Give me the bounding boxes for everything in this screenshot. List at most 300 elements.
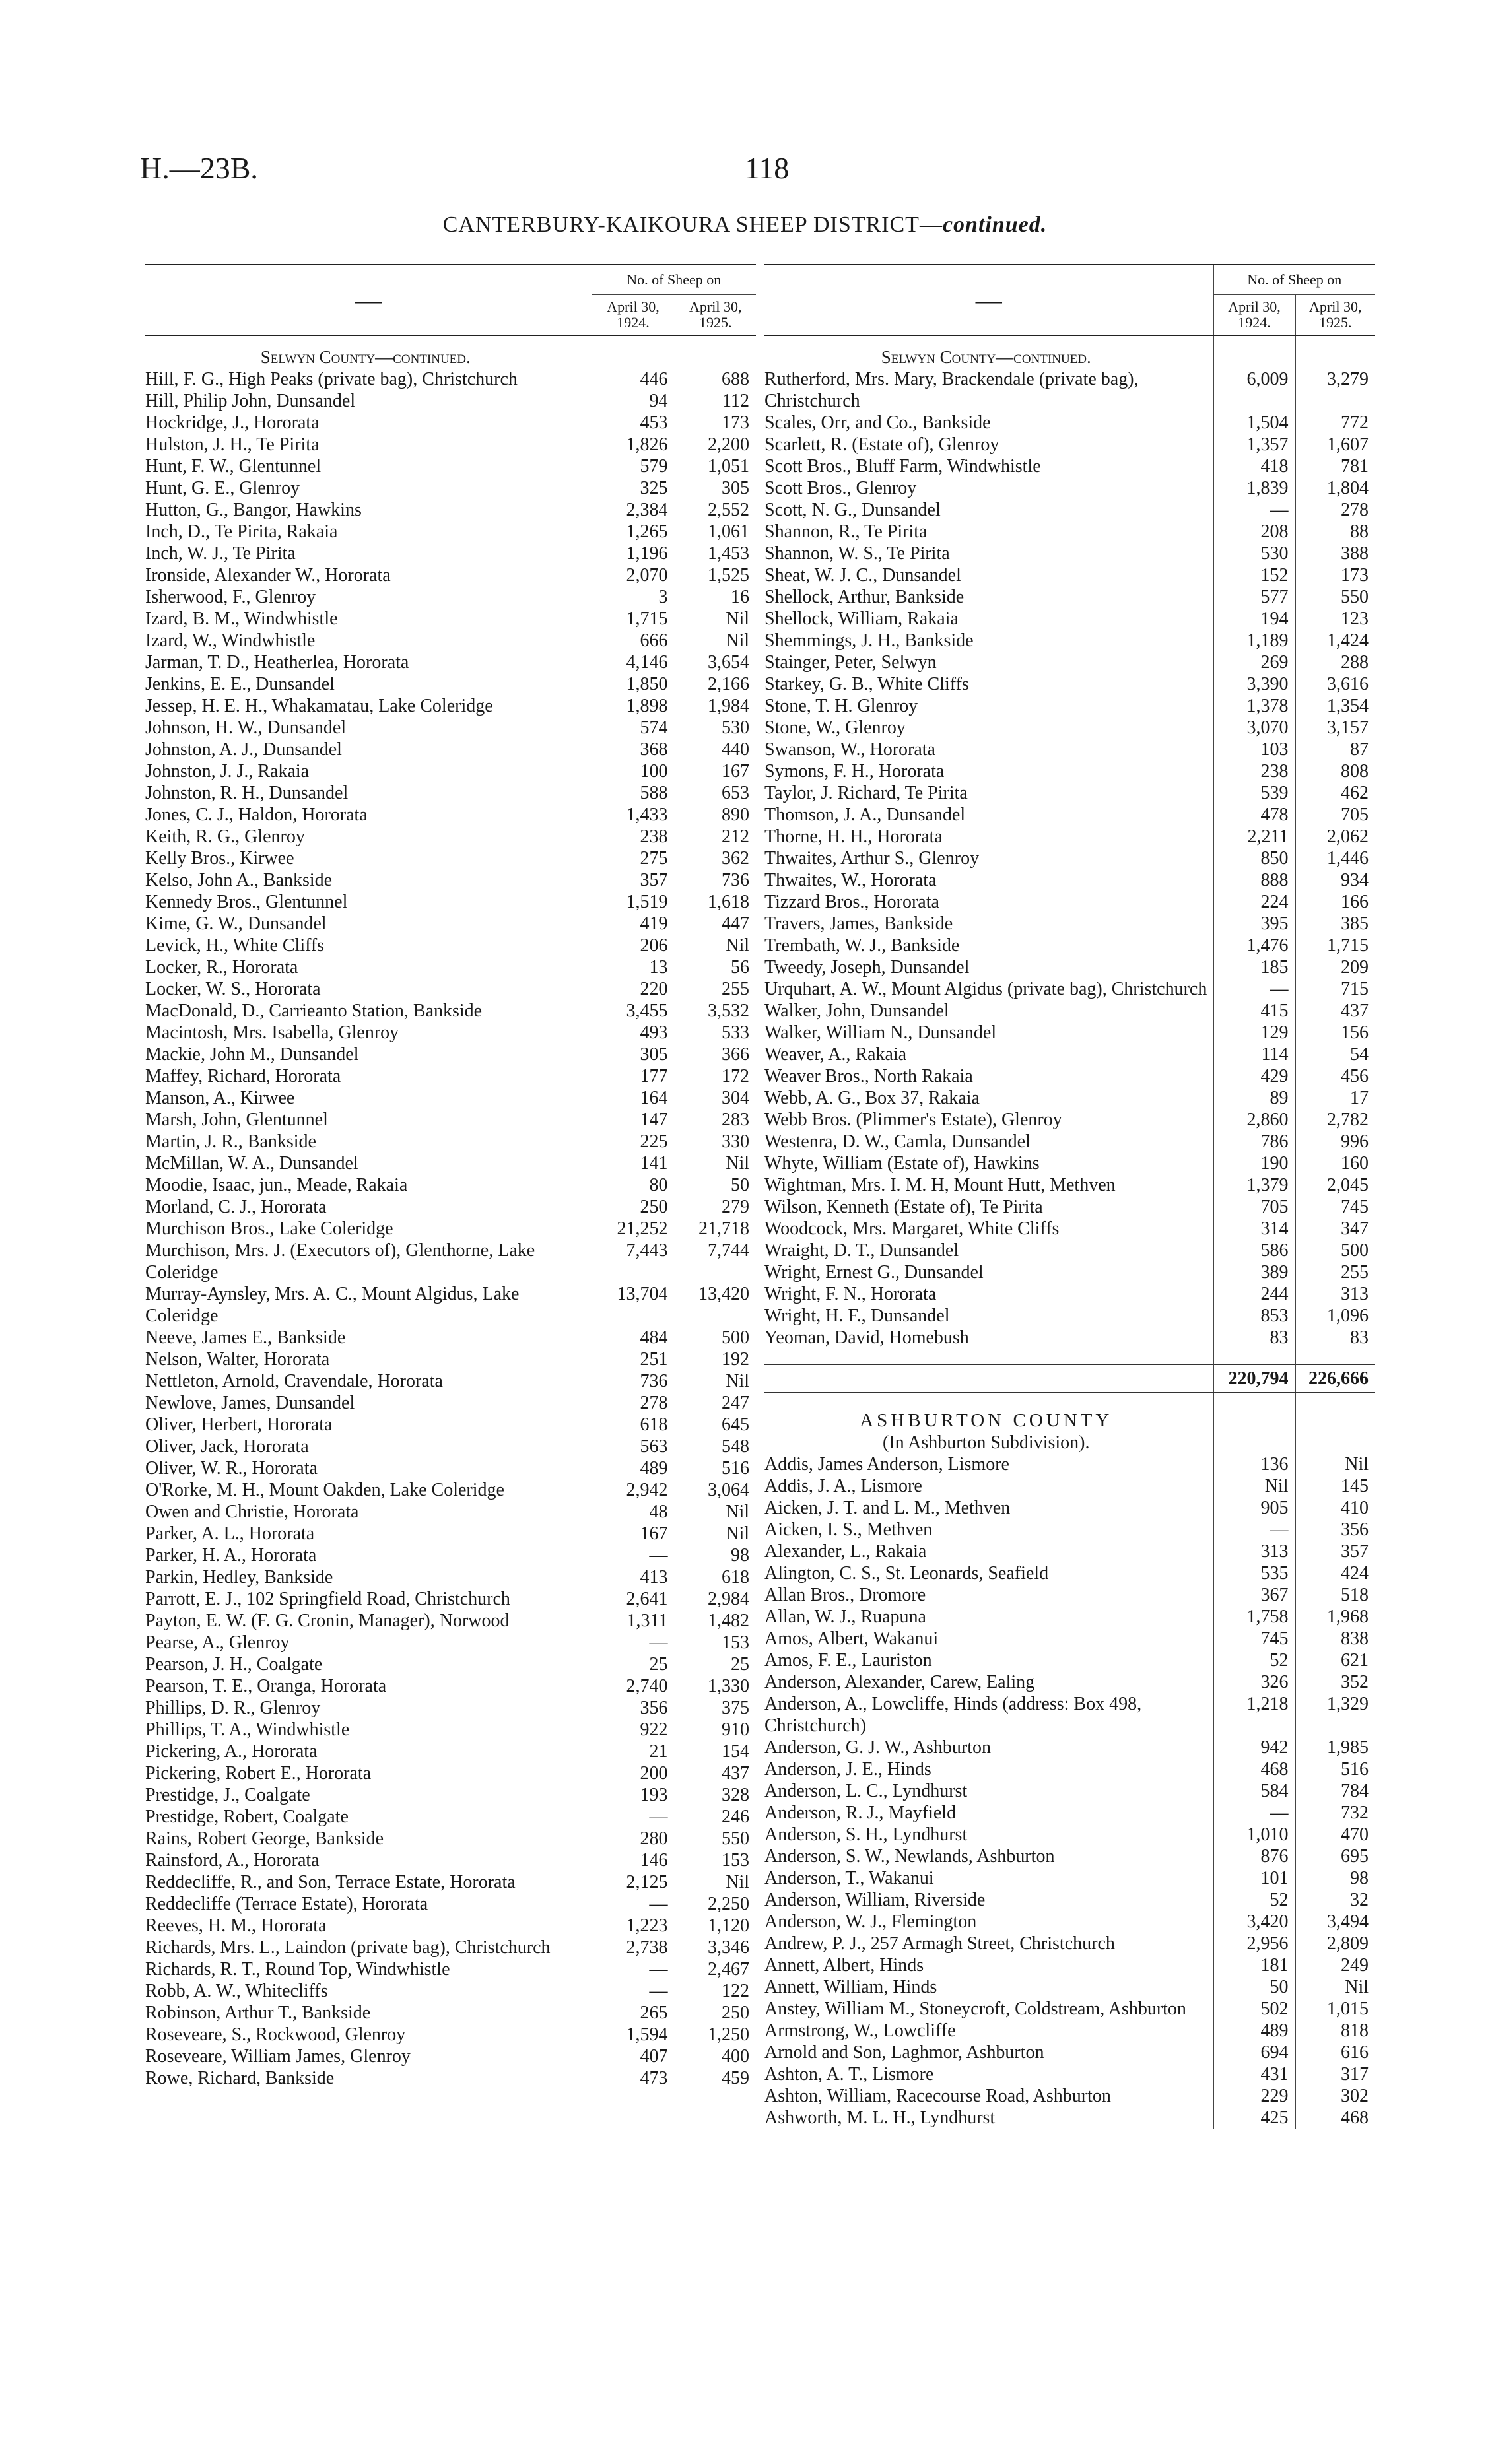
table-row: [145, 1131, 756, 1152]
table-row: [764, 543, 1375, 564]
table-row: [764, 2042, 1375, 2063]
owner-cell: Scott, N. G., Dunsandel: [764, 500, 941, 520]
table-row: [145, 1806, 756, 1828]
sheep-1925-cell: 2,782: [1295, 1109, 1375, 1131]
sheep-1925-cell: Nil: [675, 1152, 756, 1174]
table-row: [764, 2063, 1375, 2085]
table-row: [145, 717, 756, 739]
owner-cell: Webb Bros. (Plimmer's Estate), Glenroy: [764, 1110, 1062, 1130]
sheep-1925-cell: 548: [675, 1436, 756, 1457]
table-row: [764, 695, 1375, 717]
owner-cell: Johnston, J. J., Rakaia: [145, 761, 310, 782]
owner-cell: Rains, Robert George, Bankside: [145, 1828, 384, 1849]
sheep-1925-cell: Nil: [675, 630, 756, 651]
sheep-1924-cell: 2,125: [592, 1871, 675, 1893]
owner-cell: MacDonald, D., Carrieanto Station, Bankside: [145, 1001, 483, 1021]
table-row: [145, 1370, 756, 1392]
sheep-1925-cell: 1,250: [675, 2024, 756, 2046]
table-row: [764, 455, 1375, 477]
sheep-1925-cell: 3,494: [1295, 1911, 1375, 1933]
owner-cell: Andrew, P. J., 257 Armagh Street, Christchurch: [764, 1933, 1115, 1954]
sheep-1924-cell: 2,738: [592, 1937, 675, 1958]
sheep-1925-cell: 2,984: [675, 1588, 756, 1610]
sheep-1925-cell: 21,718: [675, 1218, 756, 1240]
sheep-1925-cell: 173: [675, 412, 756, 434]
sheep-1924-cell: 356: [592, 1697, 675, 1719]
owner-cell: Ashton, William, Racecourse Road, Ashburton: [764, 2086, 1111, 2106]
sheep-1925-cell: 98: [1295, 1867, 1375, 1889]
table-row: [145, 1762, 756, 1784]
sheep-1925-cell: 173: [1295, 564, 1375, 586]
owner-cell: Phillips, T. A., Windwhistle: [145, 1719, 350, 1740]
owner-cell: Stone, W., Glenroy: [764, 717, 906, 738]
table-row: [764, 630, 1375, 651]
owner-cell: Macintosh, Mrs. Isabella, Glenroy: [145, 1022, 399, 1043]
sheep-1925-cell: 1,120: [675, 1915, 756, 1937]
sheep-1925-cell: 2,045: [1295, 1174, 1375, 1196]
sheep-1925-cell: 302: [1295, 2085, 1375, 2107]
sheep-1924-cell: 1,715: [592, 608, 675, 630]
sheep-1924-cell: 535: [1213, 1562, 1295, 1584]
table-row: [145, 1087, 756, 1109]
owner-cell: Weaver, A., Rakaia: [764, 1044, 907, 1065]
sheep-1924-cell: 493: [592, 1022, 675, 1044]
sheep-1924-cell: 1,265: [592, 521, 675, 543]
owner-cell: Parkin, Hedley, Bankside: [145, 1567, 333, 1587]
owner-cell: Webb, A. G., Box 37, Rakaia: [764, 1088, 980, 1108]
owner-cell: Aicken, J. T. and L. M., Methven: [764, 1498, 1011, 1518]
header-dash: —: [145, 265, 592, 335]
sheep-1925-cell: 516: [675, 1457, 756, 1479]
table-row: [764, 1519, 1375, 1541]
table-row: [764, 1562, 1375, 1584]
table-row: [145, 1479, 756, 1501]
sheep-1924-cell: 419: [592, 913, 675, 935]
sheep-1925-cell: 2,552: [675, 499, 756, 521]
sheep-1925-cell: 1,446: [1295, 848, 1375, 869]
sheep-1924-cell: 48: [592, 1501, 675, 1523]
table-row: [764, 1174, 1375, 1196]
sheep-1925-cell: 653: [675, 782, 756, 804]
sheep-1925-cell: 305: [675, 477, 756, 499]
left-table: [145, 264, 756, 2089]
owner-cell: Amos, F. E., Lauriston: [764, 1650, 932, 1671]
owner-cell: Rutherford, Mrs. Mary, Brackendale (private bag), Christchurch: [764, 369, 1139, 411]
sheep-1925-cell: 3,616: [1295, 673, 1375, 695]
sheep-1924-cell: 3,420: [1213, 1911, 1295, 1933]
table-row: [145, 1436, 756, 1457]
sheep-1924-cell: 1,504: [1213, 412, 1295, 434]
sheep-1925-cell: 112: [675, 390, 756, 412]
sheep-1924-cell: 146: [592, 1849, 675, 1871]
sheep-1925-cell: Nil: [1295, 1453, 1375, 1475]
sheep-1925-cell: 459: [675, 2067, 756, 2089]
sheep-1925-cell: 645: [675, 1414, 756, 1436]
owner-cell: Stone, T. H. Glenroy: [764, 696, 918, 716]
sheep-1925-cell: 3,532: [675, 1000, 756, 1022]
owner-cell: Parker, H. A., Hororata: [145, 1545, 317, 1566]
table-row: [145, 412, 756, 434]
owner-cell: Mackie, John M., Dunsandel: [145, 1044, 359, 1065]
table-row: [145, 1719, 756, 1741]
table-row: [764, 477, 1375, 499]
sheep-1924-cell: 584: [1213, 1780, 1295, 1802]
sheep-1925-cell: Nil: [675, 1871, 756, 1893]
sheep-1925-cell: 160: [1295, 1152, 1375, 1174]
owner-cell: Wraight, D. T., Dunsandel: [764, 1240, 959, 1261]
sheep-1925-cell: 736: [675, 869, 756, 891]
owner-cell: Jarman, T. D., Heatherlea, Hororata: [145, 652, 409, 673]
sheep-1924-cell: 579: [592, 455, 675, 477]
table-row: [145, 956, 756, 978]
sheep-1924-cell: 129: [1213, 1022, 1295, 1044]
sheep-1925-cell: 255: [675, 978, 756, 1000]
sheep-1924-cell: 453: [592, 412, 675, 434]
sheep-1924-cell: 3,390: [1213, 673, 1295, 695]
owner-cell: Pearse, A., Glenroy: [145, 1632, 290, 1653]
owner-cell: Roseveare, William James, Glenroy: [145, 2046, 411, 2067]
sheep-1925-cell: 1,804: [1295, 477, 1375, 499]
sheep-1924-cell: 666: [592, 630, 675, 651]
table-row: [764, 739, 1375, 760]
table-row: [764, 1000, 1375, 1022]
right-table: [764, 264, 1375, 2129]
left-column: [145, 264, 756, 2089]
owner-cell: Thwaites, Arthur S., Glenroy: [764, 848, 980, 869]
table-row: [145, 1915, 756, 1937]
table-row: [145, 390, 756, 412]
owner-cell: Neeve, James E., Bankside: [145, 1327, 346, 1348]
sheep-1924-cell: 224: [1213, 891, 1295, 913]
sheep-1924-cell: 21: [592, 1741, 675, 1762]
owner-cell: Shemmings, J. H., Bankside: [764, 630, 974, 651]
owner-cell: Parker, A. L., Hororata: [145, 1523, 315, 1544]
table-row: [764, 1911, 1375, 1933]
owner-cell: Urquhart, A. W., Mount Algidus (private bag), Christchurch: [764, 979, 1207, 999]
table-row: [145, 673, 756, 695]
table-row: [764, 1628, 1375, 1649]
table-row: [764, 1824, 1375, 1846]
sheep-1924-cell: 52: [1213, 1649, 1295, 1671]
sheep-1924-cell: 888: [1213, 869, 1295, 891]
owner-cell: Nettleton, Arnold, Cravendale, Hororata: [145, 1371, 443, 1391]
owner-cell: Anderson, W. J., Flemington: [764, 1912, 977, 1932]
sheep-1925-cell: 153: [675, 1849, 756, 1871]
sheep-1924-cell: 80: [592, 1174, 675, 1196]
owner-cell: Marsh, John, Glentunnel: [145, 1110, 328, 1130]
sheep-1924-cell: 101: [1213, 1867, 1295, 1889]
table-row: [145, 2067, 756, 2089]
sheep-1925-cell: 3,064: [675, 1479, 756, 1501]
sheep-1924-cell: 942: [1213, 1737, 1295, 1758]
sheep-1925-cell: 410: [1295, 1497, 1375, 1519]
sheep-1925-cell: 283: [675, 1109, 756, 1131]
sheep-1925-cell: 518: [1295, 1584, 1375, 1606]
table-row: [764, 1261, 1375, 1283]
owner-cell: Newlove, James, Dunsandel: [145, 1393, 355, 1413]
owner-cell: Phillips, D. R., Glenroy: [145, 1698, 321, 1718]
owner-cell: Hill, F. G., High Peaks (private bag), Christchurch: [145, 369, 518, 389]
table-row: [764, 1649, 1375, 1671]
sheep-1925-cell: 288: [1295, 651, 1375, 673]
owner-cell: Taylor, J. Richard, Te Pirita: [764, 783, 968, 803]
table-row: [764, 434, 1375, 455]
table-row: [764, 1131, 1375, 1152]
sheep-1924-cell: 313: [1213, 1541, 1295, 1562]
table-row: [145, 1632, 756, 1653]
table-row: [764, 1737, 1375, 1758]
sheep-1924-cell: Nil: [1213, 1475, 1295, 1497]
table-row: [764, 826, 1375, 848]
sheep-1925-cell: 357: [1295, 1541, 1375, 1562]
sheep-1924-cell: 83: [1213, 1327, 1295, 1349]
sheep-1924-cell: 2,641: [592, 1588, 675, 1610]
owner-cell: Trembath, W. J., Bankside: [764, 935, 960, 956]
sheep-1925-cell: 1,329: [1295, 1693, 1375, 1737]
owner-cell: Tizzard Bros., Hororata: [764, 892, 939, 912]
table-row: [764, 1087, 1375, 1109]
owner-cell: Anderson, L. C., Lyndhurst: [764, 1781, 968, 1801]
sheep-1924-cell: 1,196: [592, 543, 675, 564]
owner-cell: Whyte, William (Estate of), Hawkins: [764, 1153, 1040, 1174]
owner-cell: Walker, William N., Dunsandel: [764, 1022, 997, 1043]
owner-cell: Oliver, Herbert, Hororata: [145, 1415, 333, 1435]
sheep-1924-cell: 193: [592, 1784, 675, 1806]
table-row: [145, 1000, 756, 1022]
table-row: [764, 412, 1375, 434]
sheep-1924-cell: 13: [592, 956, 675, 978]
sheep-1925-cell: 249: [1295, 1954, 1375, 1976]
table-row: [145, 1457, 756, 1479]
table-row: [764, 869, 1375, 891]
table-row: [145, 1174, 756, 1196]
sheep-1925-cell: 1,482: [675, 1610, 756, 1632]
sheep-1924-cell: 395: [1213, 913, 1295, 935]
total-row: [764, 1365, 1375, 1393]
owner-cell: Anstey, William M., Stoneycroft, Coldstream, Ashburton: [764, 1999, 1186, 2019]
sheep-1924-cell: 136: [1213, 1453, 1295, 1475]
sheep-1924-cell: 280: [592, 1828, 675, 1849]
table-row: [145, 2002, 756, 2024]
sheep-1924-cell: 229: [1213, 2085, 1295, 2107]
sheep-1924-cell: 220: [592, 978, 675, 1000]
sheep-1924-cell: 251: [592, 1349, 675, 1370]
owner-cell: Kennedy Bros., Glentunnel: [145, 892, 348, 912]
sheep-1924-cell: 225: [592, 1131, 675, 1152]
sheep-1924-cell: 786: [1213, 1131, 1295, 1152]
sheep-1925-cell: 2,467: [675, 1958, 756, 1980]
sheep-1925-cell: 250: [675, 2002, 756, 2024]
owner-cell: Swanson, W., Hororata: [764, 739, 935, 760]
owner-cell: Hulston, J. H., Te Pirita: [145, 434, 320, 455]
sheep-1924-cell: 167: [592, 1523, 675, 1545]
owner-cell: Stainger, Peter, Selwyn: [764, 652, 937, 673]
table-row: [145, 2024, 756, 2046]
sheep-1924-cell: 2,740: [592, 1675, 675, 1697]
table-row: [764, 651, 1375, 673]
sheep-1924-cell: 1,758: [1213, 1606, 1295, 1628]
table-row: [145, 1349, 756, 1370]
sheep-1924-cell: 314: [1213, 1218, 1295, 1240]
sheep-1924-cell: 206: [592, 935, 675, 956]
sheep-1924-cell: 50: [1213, 1976, 1295, 1998]
owner-cell: Hockridge, J., Hororata: [145, 413, 320, 433]
sheep-1924-cell: 745: [1213, 1628, 1295, 1649]
sheep-1924-cell: —: [592, 1958, 675, 1980]
sheep-1925-cell: 145: [1295, 1475, 1375, 1497]
table-row: [145, 543, 756, 564]
sheep-1925-cell: 437: [1295, 1000, 1375, 1022]
sheep-1924-cell: 1,850: [592, 673, 675, 695]
table-row: [764, 1497, 1375, 1519]
table-row: [145, 368, 756, 390]
owner-cell: Shellock, William, Rakaia: [764, 609, 959, 629]
sheep-1924-cell: 577: [1213, 586, 1295, 608]
sheep-1924-cell: 1,223: [592, 1915, 675, 1937]
header-dash: —: [764, 265, 1213, 335]
owner-cell: Aicken, I. S., Methven: [764, 1519, 933, 1540]
sheep-1924-cell: 3,455: [592, 1000, 675, 1022]
sheep-1924-cell: 489: [1213, 2020, 1295, 2042]
table-row: [145, 1392, 756, 1414]
table-row: [764, 978, 1375, 1000]
sheep-1924-cell: 2,860: [1213, 1109, 1295, 1131]
owner-cell: Wright, Ernest G., Dunsandel: [764, 1262, 984, 1282]
sheep-1925-cell: 154: [675, 1741, 756, 1762]
owner-cell: Robinson, Arthur T., Bankside: [145, 2003, 371, 2023]
table-row: [145, 1283, 756, 1327]
sheep-1924-cell: 1,378: [1213, 695, 1295, 717]
sheep-1925-cell: 328: [675, 1784, 756, 1806]
owner-cell: Weaver Bros., North Rakaia: [764, 1066, 973, 1086]
owner-cell: Alexander, L., Rakaia: [764, 1541, 927, 1562]
owner-cell: Payton, E. W. (F. G. Cronin, Manager), Norwood: [145, 1611, 510, 1631]
sheep-1924-cell: —: [592, 1632, 675, 1653]
header-group: No. of Sheep on: [592, 265, 756, 295]
owner-cell: Sheat, W. J. C., Dunsandel: [764, 565, 961, 585]
table-row: [145, 913, 756, 935]
owner-cell: Levick, H., White Cliffs: [145, 935, 325, 956]
sheep-1925-cell: 818: [1295, 2020, 1375, 2042]
sheep-1925-cell: 366: [675, 1044, 756, 1065]
sheep-1924-cell: 922: [592, 1719, 675, 1741]
owner-cell: Martin, J. R., Bankside: [145, 1131, 316, 1152]
owner-cell: Roseveare, S., Rockwood, Glenroy: [145, 2024, 406, 2045]
sheep-1924-cell: 250: [592, 1196, 675, 1218]
table-row: [764, 1327, 1375, 1349]
table-row: [145, 739, 756, 760]
sheep-1924-cell: 52: [1213, 1889, 1295, 1911]
sheep-1925-cell: 695: [1295, 1846, 1375, 1867]
sheep-1924-cell: 190: [1213, 1152, 1295, 1174]
table-row: [145, 782, 756, 804]
sheep-1924-cell: 208: [1213, 521, 1295, 543]
sheep-1925-cell: 172: [675, 1065, 756, 1087]
sheep-1925-cell: 279: [675, 1196, 756, 1218]
sheep-1925-cell: 1,061: [675, 521, 756, 543]
sheep-1925-cell: 437: [675, 1762, 756, 1784]
sheep-1925-cell: 705: [1295, 804, 1375, 826]
table-row: [764, 1475, 1375, 1497]
sheep-1925-cell: 3,157: [1295, 717, 1375, 739]
table-row: [764, 1846, 1375, 1867]
sheep-1924-cell: —: [592, 1545, 675, 1566]
table-row: [145, 848, 756, 869]
owner-cell: Wright, H. F., Dunsandel: [764, 1306, 950, 1326]
table-row: [145, 1871, 756, 1893]
table-row: [764, 1693, 1375, 1737]
owner-cell: Shellock, Arthur, Bankside: [764, 587, 965, 607]
sheep-1924-cell: 425: [1213, 2107, 1295, 2129]
owner-cell: Prestidge, J., Coalgate: [145, 1785, 310, 1805]
sheep-1925-cell: 838: [1295, 1628, 1375, 1649]
sheep-1925-cell: 616: [1295, 2042, 1375, 2063]
table-row: [764, 1541, 1375, 1562]
table-row: [764, 1305, 1375, 1327]
sheep-1925-cell: 400: [675, 2046, 756, 2067]
table-row: [145, 1566, 756, 1588]
sheep-1924-cell: —: [1213, 1519, 1295, 1541]
owner-cell: Armstrong, W., Lowcliffe: [764, 2020, 956, 2041]
table-row: [764, 913, 1375, 935]
sheep-1924-cell: 1,519: [592, 891, 675, 913]
sheep-1925-cell: 87: [1295, 739, 1375, 760]
owner-cell: Annett, Albert, Hinds: [764, 1955, 924, 1976]
sheep-1925-cell: 88: [1295, 521, 1375, 543]
sheep-1925-cell: 1,985: [1295, 1737, 1375, 1758]
owner-cell: Shannon, R., Te Pirita: [764, 521, 928, 542]
sheep-1925-cell: 1,051: [675, 455, 756, 477]
table-row: [764, 1671, 1375, 1693]
sheep-1925-cell: 462: [1295, 782, 1375, 804]
owner-cell: Woodcock, Mrs. Margaret, White Cliffs: [764, 1218, 1060, 1239]
sheep-1925-cell: 781: [1295, 455, 1375, 477]
sheep-1924-cell: 1,311: [592, 1610, 675, 1632]
owner-cell: Locker, W. S., Hororata: [145, 979, 321, 999]
table-row: [764, 1218, 1375, 1240]
title-main: CANTERBURY-KAIKOURA SHEEP DISTRICT—: [442, 213, 943, 237]
sheep-1924-cell: 574: [592, 717, 675, 739]
table-row: [145, 1980, 756, 2002]
sheep-1924-cell: 265: [592, 2002, 675, 2024]
owner-cell: Anderson, S. W., Newlands, Ashburton: [764, 1846, 1055, 1867]
sheep-1925-cell: 388: [1295, 543, 1375, 564]
header-col-1925: April 30, 1925.: [1295, 295, 1375, 336]
owner-cell: Parrott, E. J., 102 Springfield Road, Christchurch: [145, 1589, 510, 1609]
sheep-1924-cell: 141: [592, 1152, 675, 1174]
table-row: [764, 848, 1375, 869]
subdivision-heading: (In Ashburton Subdivision).: [883, 1432, 1090, 1453]
sheep-1925-cell: Nil: [675, 608, 756, 630]
owner-cell: Kelso, John A., Bankside: [145, 870, 333, 890]
sheep-1924-cell: 25: [592, 1653, 675, 1675]
table-row: [145, 1697, 756, 1719]
sheep-1924-cell: 563: [592, 1436, 675, 1457]
sheep-1924-cell: 484: [592, 1327, 675, 1349]
table-row: [145, 1109, 756, 1131]
sheep-1925-cell: 167: [675, 760, 756, 782]
table-row: [764, 368, 1375, 412]
owner-cell: Maffey, Richard, Hororata: [145, 1066, 341, 1086]
table-row: [764, 1022, 1375, 1044]
table-row: [145, 891, 756, 913]
owner-cell: Jones, C. J., Haldon, Hororata: [145, 805, 368, 825]
sheep-1925-cell: 516: [1295, 1758, 1375, 1780]
table-row: [764, 586, 1375, 608]
table-row: [145, 1741, 756, 1762]
sheep-1925-cell: 500: [675, 1327, 756, 1349]
sheep-1924-cell: —: [592, 1806, 675, 1828]
